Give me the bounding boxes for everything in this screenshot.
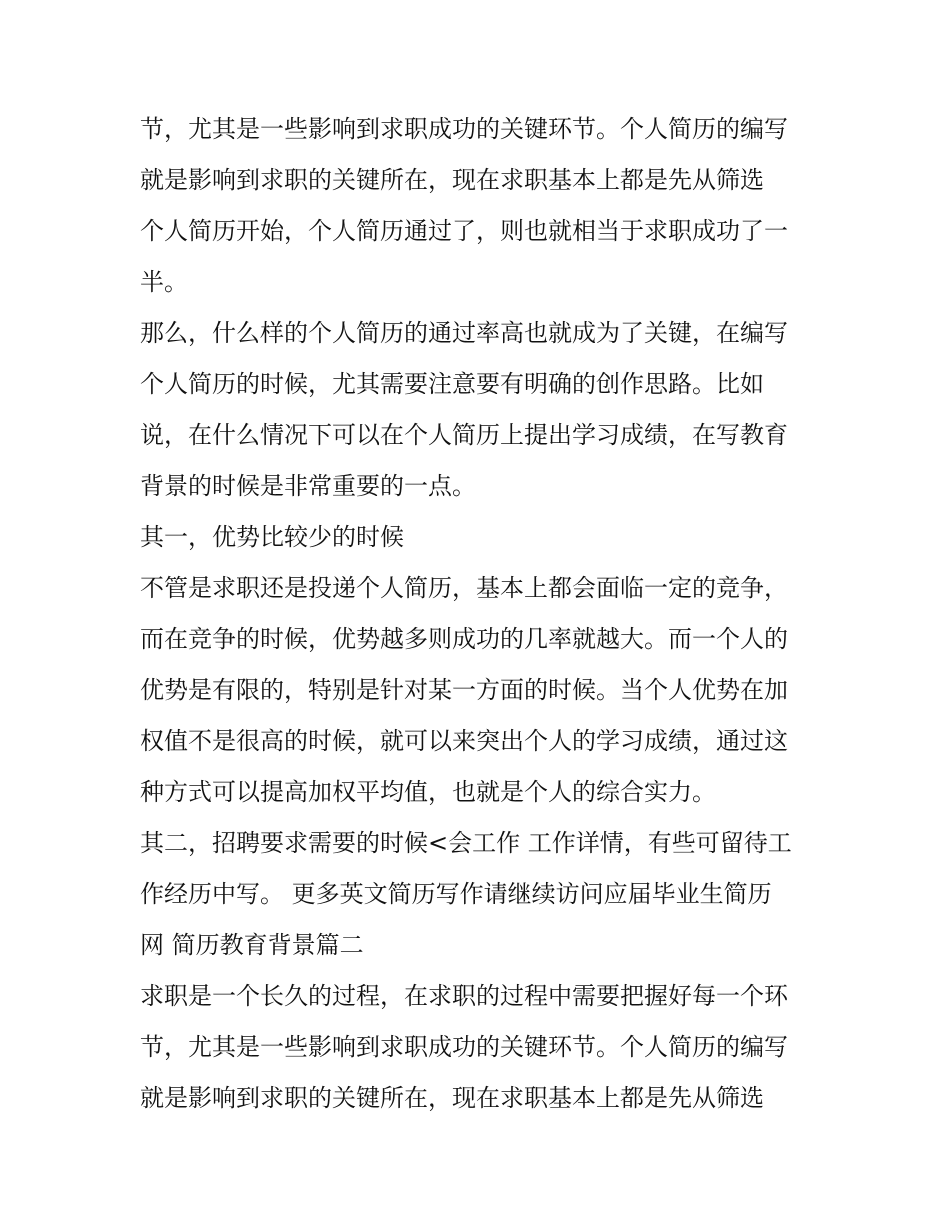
text-line-12: 优势是有限的，特别是针对某一方面的时候。当个人优势在加 bbox=[140, 676, 788, 704]
text-line-20: 就是影响到求职的关键所在，现在求职基本上都是先从筛选 bbox=[140, 1084, 764, 1112]
document-body bbox=[140, 104, 820, 1124]
text-line-13: 权值不是很高的时候，就可以来突出个人的学习成绩，通过这 bbox=[140, 727, 788, 755]
text-line-1: 节，尤其是一些影响到求职成功的关键环节。个人简历的编写 bbox=[140, 115, 788, 143]
section-heading-2: 其二，招聘要求需要的时候<会工作 工作详情，有些可留待工 bbox=[140, 829, 792, 857]
text-line-7: 说，在什么情况下可以在个人简历上提出学习成绩，在写教育 bbox=[140, 421, 788, 449]
text-line-14: 种方式可以提高加权平均值，也就是个人的综合实力。 bbox=[140, 778, 716, 806]
text-line-11: 而在竞争的时候，优势越多则成功的几率就越大。而一个人的 bbox=[140, 625, 788, 653]
text-line-19: 节，尤其是一些影响到求职成功的关键环节。个人简历的编写 bbox=[140, 1033, 788, 1061]
text-line-6: 个人简历的时候，尤其需要注意要有明确的创作思路。比如 bbox=[140, 370, 764, 398]
text-line-16: 作经历中写。 更多英文简历写作请继续访问应届毕业生简历 bbox=[140, 880, 772, 908]
section-heading-1: 其一，优势比较少的时候 bbox=[140, 523, 404, 551]
text-line-17: 网 简历教育背景篇二 bbox=[140, 931, 364, 959]
text-line-10: 不管是求职还是投递个人简历，基本上都会面临一定的竞争， bbox=[140, 574, 788, 602]
text-line-3: 个人简历开始，个人简历通过了，则也就相当于求职成功了一 bbox=[140, 217, 788, 245]
text-line-4: 半。 bbox=[140, 268, 188, 296]
text-line-18: 求职是一个长久的过程，在求职的过程中需要把握好每一个环 bbox=[140, 982, 788, 1010]
text-line-5: 那么，什么样的个人简历的通过率高也就成为了关键，在编写 bbox=[140, 319, 788, 347]
text-line-8: 背景的时候是非常重要的一点。 bbox=[140, 472, 476, 500]
text-line-2: 就是影响到求职的关键所在，现在求职基本上都是先从筛选 bbox=[140, 166, 764, 194]
